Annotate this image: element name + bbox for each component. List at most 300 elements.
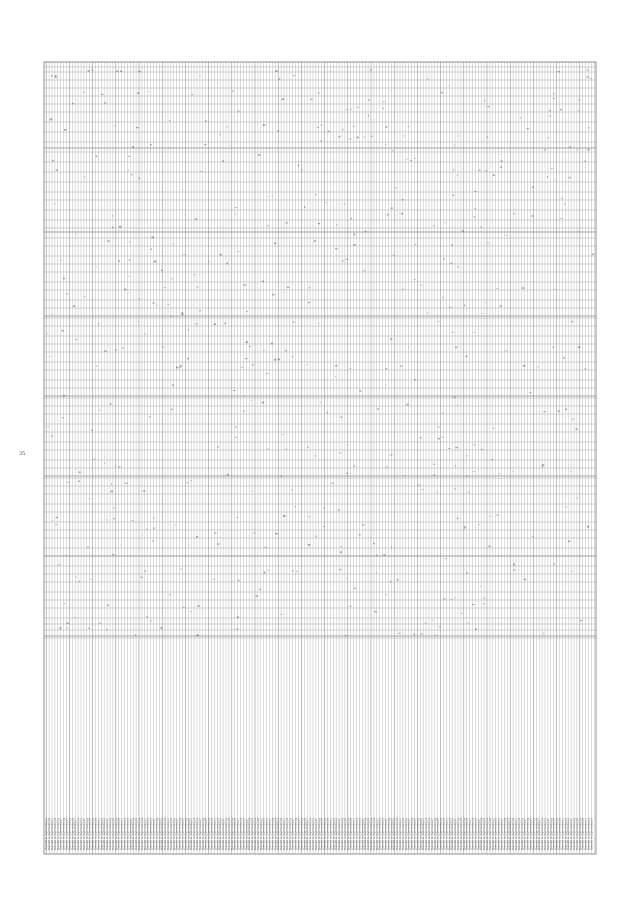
cell-glyph [140,577,142,578]
cell-glyph [493,175,495,176]
cell-glyph [195,323,197,324]
cell-glyph [452,332,454,333]
cell-glyph [227,474,229,476]
cell-glyph [346,473,348,474]
cell-glyph [371,136,373,137]
cell-glyph [252,491,253,492]
cell-glyph [160,627,162,629]
cell-glyph [120,545,121,546]
cell-glyph [506,350,508,351]
cell-glyph [120,71,122,72]
row-label: Tamnkit in (Symmetry) e [381,817,385,850]
row-label: Tamnkit in (Symmetry) b [140,817,144,850]
cell-glyph [168,148,169,149]
cell-glyph [142,535,143,536]
row-label: Tamnkit in (Symmetry) h [367,817,371,850]
cell-glyph [217,447,219,448]
cell-glyph [219,254,221,256]
cell-glyph [277,130,279,131]
cell-glyph [350,368,351,369]
cell-glyph [564,204,565,205]
cell-glyph [386,467,387,468]
row-label: Tamnkit in (Symmetry) b [117,817,121,850]
row-label: Tamnkit in (Symmetry) h [274,817,278,850]
row-label: Tamnkit in (Symmetry) d [471,817,475,850]
cell-glyph [287,287,289,288]
row-label: Tamnkit in (Symmetry) d [77,817,81,850]
cell-glyph [391,546,392,547]
row-label: Tamnkit in (Symmetry) b [396,817,400,850]
cell-glyph [387,215,388,216]
cell-glyph [549,116,551,117]
cell-glyph [106,519,107,520]
row-label: Tamnkit in (Symmetry) f [82,818,86,850]
cell-glyph [580,620,582,621]
cell-glyph [455,465,456,467]
cell-glyph [88,628,90,629]
cell-glyph [110,403,112,405]
cell-glyph [314,240,316,242]
cell-glyph [588,127,590,128]
cell-glyph [487,137,489,138]
cell-glyph [497,288,499,289]
row-label: Tamnkit in (Symmetry) c [468,818,472,850]
row-label: Tamnkit in (Symmetry) d [401,817,405,850]
row-label: Tamnkit in (Symmetry) b [303,817,307,850]
row-label: Tamnkit in (Symmetry) h [65,817,69,850]
row-label: Tamnkit in (Symmetry) b [71,817,75,850]
cell-glyph [342,129,343,130]
cell-glyph [438,426,439,427]
cell-glyph [491,459,493,460]
cell-glyph [94,459,95,460]
cell-glyph [182,189,183,190]
cell-glyph [63,278,65,280]
cell-glyph [125,483,127,484]
cell-glyph [65,555,66,556]
cell-glyph [187,358,189,360]
cell-glyph [433,225,434,227]
cell-glyph [336,224,337,225]
cell-glyph [223,476,225,477]
row-label: Tamnkit in (Symmetry) g [225,817,228,850]
cell-glyph [55,76,57,78]
cell-glyph [553,93,554,95]
cell-glyph [342,261,344,262]
row-label: Tamnkit in (Symmetry) b [256,817,260,850]
cell-glyph [276,534,278,535]
cell-glyph [399,633,401,634]
cell-glyph [218,543,220,545]
row-label: Tamnkit in (Symmetry) f [523,818,527,850]
cell-glyph [96,156,98,158]
cell-glyph [164,287,166,288]
row-label: Tamnkit in (Symmetry) e [520,817,524,850]
row-label: Tamnkit in (Symmetry) c [306,818,310,850]
cell-glyph [330,71,331,72]
page-number: 35 [19,451,26,457]
cell-glyph [181,312,183,313]
cell-glyph [422,489,424,490]
cell-glyph [181,314,183,316]
cell-glyph [244,396,246,397]
cell-glyph [492,428,494,429]
cell-glyph [339,453,341,454]
cell-glyph [197,605,199,606]
row-label: Tamnkit in (Symmetry) e [172,817,176,850]
cell-glyph [376,555,377,556]
cell-glyph [282,434,283,435]
cell-glyph [60,260,61,261]
cell-glyph [450,263,452,264]
row-label: Tamnkit in (Symmetry) f [291,818,295,850]
cell-glyph [474,208,476,209]
cell-glyph [283,516,284,517]
cell-glyph [167,304,169,305]
row-label: Tamnkit in (Symmetry) g [62,817,66,850]
cell-glyph [285,350,287,351]
row-label: Tamnkit in (Symmetry) h [158,817,162,850]
row-label: Tamnkit in (Symmetry) g [387,817,391,850]
row-label: Tamnkit in (Symmetry) f [407,818,411,850]
cell-glyph [247,311,248,312]
cell-glyph [474,444,476,445]
row-label: Tamnkit in (Symmetry) e [428,817,431,850]
cell-glyph [592,373,593,374]
row-label: Tamnkit in (Symmetry) h [413,817,417,850]
cell-glyph [148,91,149,92]
cell-glyph [170,316,172,317]
cell-glyph [538,366,539,367]
cell-glyph [347,444,348,445]
cell-glyph [569,177,571,178]
cell-glyph [442,437,444,438]
cell-glyph [414,379,416,380]
row-label: Tamnkit in (Symmetry) a [370,817,373,850]
cell-glyph [464,528,465,530]
cell-glyph [349,606,351,607]
cell-glyph [455,347,457,349]
row-label: Tamnkit in (Symmetry) c [236,818,240,850]
cell-glyph [76,339,78,340]
row-label: Tamnkit in (Symmetry) c [51,818,54,850]
cell-glyph [128,293,129,294]
cell-glyph [204,144,206,145]
cell-glyph [456,447,458,448]
row-label: Tamnkit in (Symmetry) f [152,818,156,850]
cell-glyph [84,176,85,177]
cell-glyph [169,594,171,595]
cell-glyph [306,364,307,365]
cell-glyph [267,366,268,367]
cell-glyph [524,579,526,581]
row-label: Tamnkit in (Symmetry) f [570,818,574,850]
row-label: Tamnkit in (Symmetry) d [332,817,336,850]
cell-glyph [90,579,92,580]
cell-glyph [129,259,130,261]
cell-glyph [150,621,152,622]
cell-glyph [293,321,294,323]
cell-glyph [482,313,483,314]
cell-glyph [321,125,322,126]
cell-glyph [124,289,126,291]
row-label: Tamnkit in (Symmetry) d [494,817,498,850]
row-label: Tamnkit in (Symmetry) b [164,817,168,850]
cell-glyph [64,129,66,131]
cell-glyph [190,611,191,612]
cell-glyph [268,448,269,449]
cell-glyph [449,307,451,308]
cell-glyph [359,534,361,535]
cell-glyph [400,366,402,367]
cell-glyph [506,235,508,236]
cell-glyph [513,570,515,571]
row-label: Tamnkit in (Symmetry) e [265,817,269,850]
row-label: Tamnkit in (Symmetry) f [198,818,202,850]
cell-glyph [146,170,147,171]
cell-glyph [259,589,261,590]
cell-glyph [143,490,145,491]
cell-glyph [176,367,178,369]
cell-glyph [444,222,445,223]
cell-glyph [75,577,76,578]
cell-glyph [63,395,65,397]
cell-glyph [265,547,267,548]
cell-glyph [263,350,264,351]
row-label: Tamnkit in (Symmetry) e [567,817,571,850]
row-label: Tamnkit in (Symmetry) b [558,817,562,850]
cell-glyph [487,243,488,244]
cell-glyph [558,71,560,73]
cell-glyph [433,475,435,476]
cell-glyph [497,514,498,516]
cell-glyph [173,244,174,245]
cell-glyph [486,170,487,172]
cell-glyph [181,568,182,569]
cell-glyph [139,298,141,299]
cell-glyph [214,323,216,325]
cell-glyph [578,100,580,101]
cell-glyph [114,518,115,520]
row-label: Tamnkit in (Symmetry) e [219,817,223,850]
row-label: Tamnkit in (Symmetry) g [503,817,507,850]
cell-glyph [584,161,586,162]
cell-glyph [354,234,356,236]
row-label: Tamnkit in (Symmetry) e [451,817,455,850]
cell-glyph [402,199,404,201]
cell-glyph [457,175,459,176]
cell-glyph [193,275,195,276]
cell-glyph [522,287,524,289]
cell-glyph [66,628,67,629]
cell-glyph [99,410,101,411]
cell-glyph [415,244,416,245]
cell-glyph [357,137,359,139]
cell-glyph [401,213,403,215]
cell-glyph [286,222,288,223]
cell-glyph [230,145,231,146]
row-label: Tamnkit in (Symmetry) b [94,817,98,850]
row-label: Tamnkit in (Symmetry) g [526,817,530,850]
cell-glyph [354,244,356,246]
cell-glyph [377,408,379,410]
cell-glyph [96,365,97,367]
cell-glyph [407,159,408,160]
cell-glyph [131,174,133,175]
cell-glyph [442,413,443,414]
cell-glyph [485,302,486,303]
row-label: Tamnkit in (Symmetry) g [457,817,460,850]
cell-glyph [406,404,408,406]
cell-glyph [418,485,419,486]
cell-glyph [413,634,415,636]
cell-glyph [106,629,107,631]
cell-glyph [427,312,428,313]
cell-glyph [308,544,310,546]
cell-glyph [199,76,200,77]
row-label: Tamnkit in (Symmetry) a [509,817,513,850]
cell-glyph [115,125,116,126]
cell-glyph [483,598,485,599]
row-label: Tamnkit in (Symmetry) f [129,818,133,850]
cell-glyph [52,160,54,161]
row-label: Tamnkit in (Symmetry) a [138,817,141,850]
cell-glyph [138,71,140,73]
row-label: Tamnkit in (Symmetry) b [280,817,284,850]
cell-glyph [274,243,276,245]
row-label: Tamnkit in (Symmetry) e [103,817,107,850]
cell-glyph [566,507,567,508]
cell-glyph [66,293,68,294]
cell-glyph [466,572,468,573]
cell-glyph [393,255,394,256]
cell-glyph [328,131,330,132]
cell-glyph [78,481,80,482]
row-label: Tamnkit in (Symmetry) f [106,818,110,850]
cell-glyph [560,109,562,110]
cell-glyph [451,245,453,246]
cell-glyph [403,136,405,137]
cell-glyph [466,476,468,477]
cell-glyph [332,483,334,484]
cell-glyph [472,604,474,605]
cell-glyph [391,90,392,91]
cell-glyph [500,305,502,307]
cell-glyph [318,223,320,224]
cell-glyph [153,518,155,519]
row-label: Tamnkit in (Symmetry) e [288,817,292,850]
row-label: Tamnkit in (Symmetry) c [515,818,518,850]
cell-glyph [52,520,53,521]
row-label: Tamnkit in (Symmetry) h [483,817,487,850]
row-label: Tamnkit in (Symmetry) h [111,817,115,850]
cell-glyph [570,146,571,148]
cell-glyph [354,465,355,467]
cell-glyph [464,526,466,527]
cell-glyph [183,607,185,608]
cell-glyph [588,149,590,151]
cell-glyph [278,359,280,361]
cell-glyph [473,471,475,472]
cell-glyph [112,215,113,216]
cell-glyph [274,359,276,361]
cell-glyph [481,227,482,229]
cell-glyph [425,623,427,624]
row-label: Tamnkit in (Symmetry) e [497,817,501,850]
cell-glyph [235,427,237,428]
cell-glyph [532,536,533,537]
cell-glyph [292,356,294,357]
cell-glyph [451,599,452,601]
cell-glyph [558,410,560,412]
row-label: Tamnkit in (Symmetry) d [285,817,289,850]
cell-glyph [563,357,565,359]
cell-glyph [576,428,578,430]
cell-glyph [281,475,282,477]
row-label: Tamnkit in (Symmetry) d [169,817,173,850]
cell-glyph [187,482,188,483]
cell-glyph [245,358,247,359]
cell-glyph [554,289,555,290]
row-label: Tamnkit in (Symmetry) e [474,817,478,850]
cell-glyph [542,466,544,467]
row-label: Tamnkit in (Symmetry) a [346,817,350,850]
cell-glyph [232,91,234,92]
row-label: Tamnkit in (Symmetry) e [196,817,199,850]
cell-glyph [357,107,359,108]
table-row-labels [44,818,593,850]
row-label: Tamnkit in (Symmetry) d [239,817,243,850]
row-label: Tamnkit in (Symmetry) f [384,818,388,850]
cell-glyph [520,118,522,119]
cell-glyph [267,225,268,226]
cell-glyph [484,100,485,101]
cell-glyph [116,71,118,72]
cell-glyph [191,480,192,481]
row-label: Tamnkit in (Symmetry) h [320,817,324,850]
cell-glyph [432,620,433,621]
row-label: Tamnkit in (Symmetry) e [56,817,60,850]
row-label: Tamnkit in (Symmetry) e [590,817,594,850]
cell-glyph [264,572,266,574]
cell-glyph [311,99,313,100]
cell-glyph [104,351,106,352]
cell-glyph [354,588,356,589]
cell-glyph [308,302,310,303]
cell-glyph [527,128,529,129]
cell-glyph [386,368,388,369]
row-label: Tamnkit in (Symmetry) h [181,817,185,850]
cell-glyph [323,508,324,509]
row-label: Tamnkit in (Symmetry) g [549,817,553,850]
cell-glyph [222,160,224,162]
cell-glyph [453,195,455,196]
cell-glyph [587,70,589,71]
row-label: Tamnkit in (Symmetry) c [97,818,101,850]
cell-glyph [542,464,544,466]
cell-glyph [340,546,341,547]
row-label: Tamnkit in (Symmetry) c [491,818,495,850]
row-label: Tamnkit in (Symmetry) h [227,817,231,850]
row-label: Tamnkit in (Symmetry) b [512,817,516,850]
cell-glyph [475,629,477,631]
row-label: Tamnkit in (Symmetry) e [242,817,246,850]
cell-glyph [560,218,562,219]
cell-glyph [244,284,246,285]
row-label: Tamnkit in (Symmetry) c [167,818,170,850]
row-label: Tamnkit in (Symmetry) h [135,817,139,850]
cell-glyph [237,616,239,618]
